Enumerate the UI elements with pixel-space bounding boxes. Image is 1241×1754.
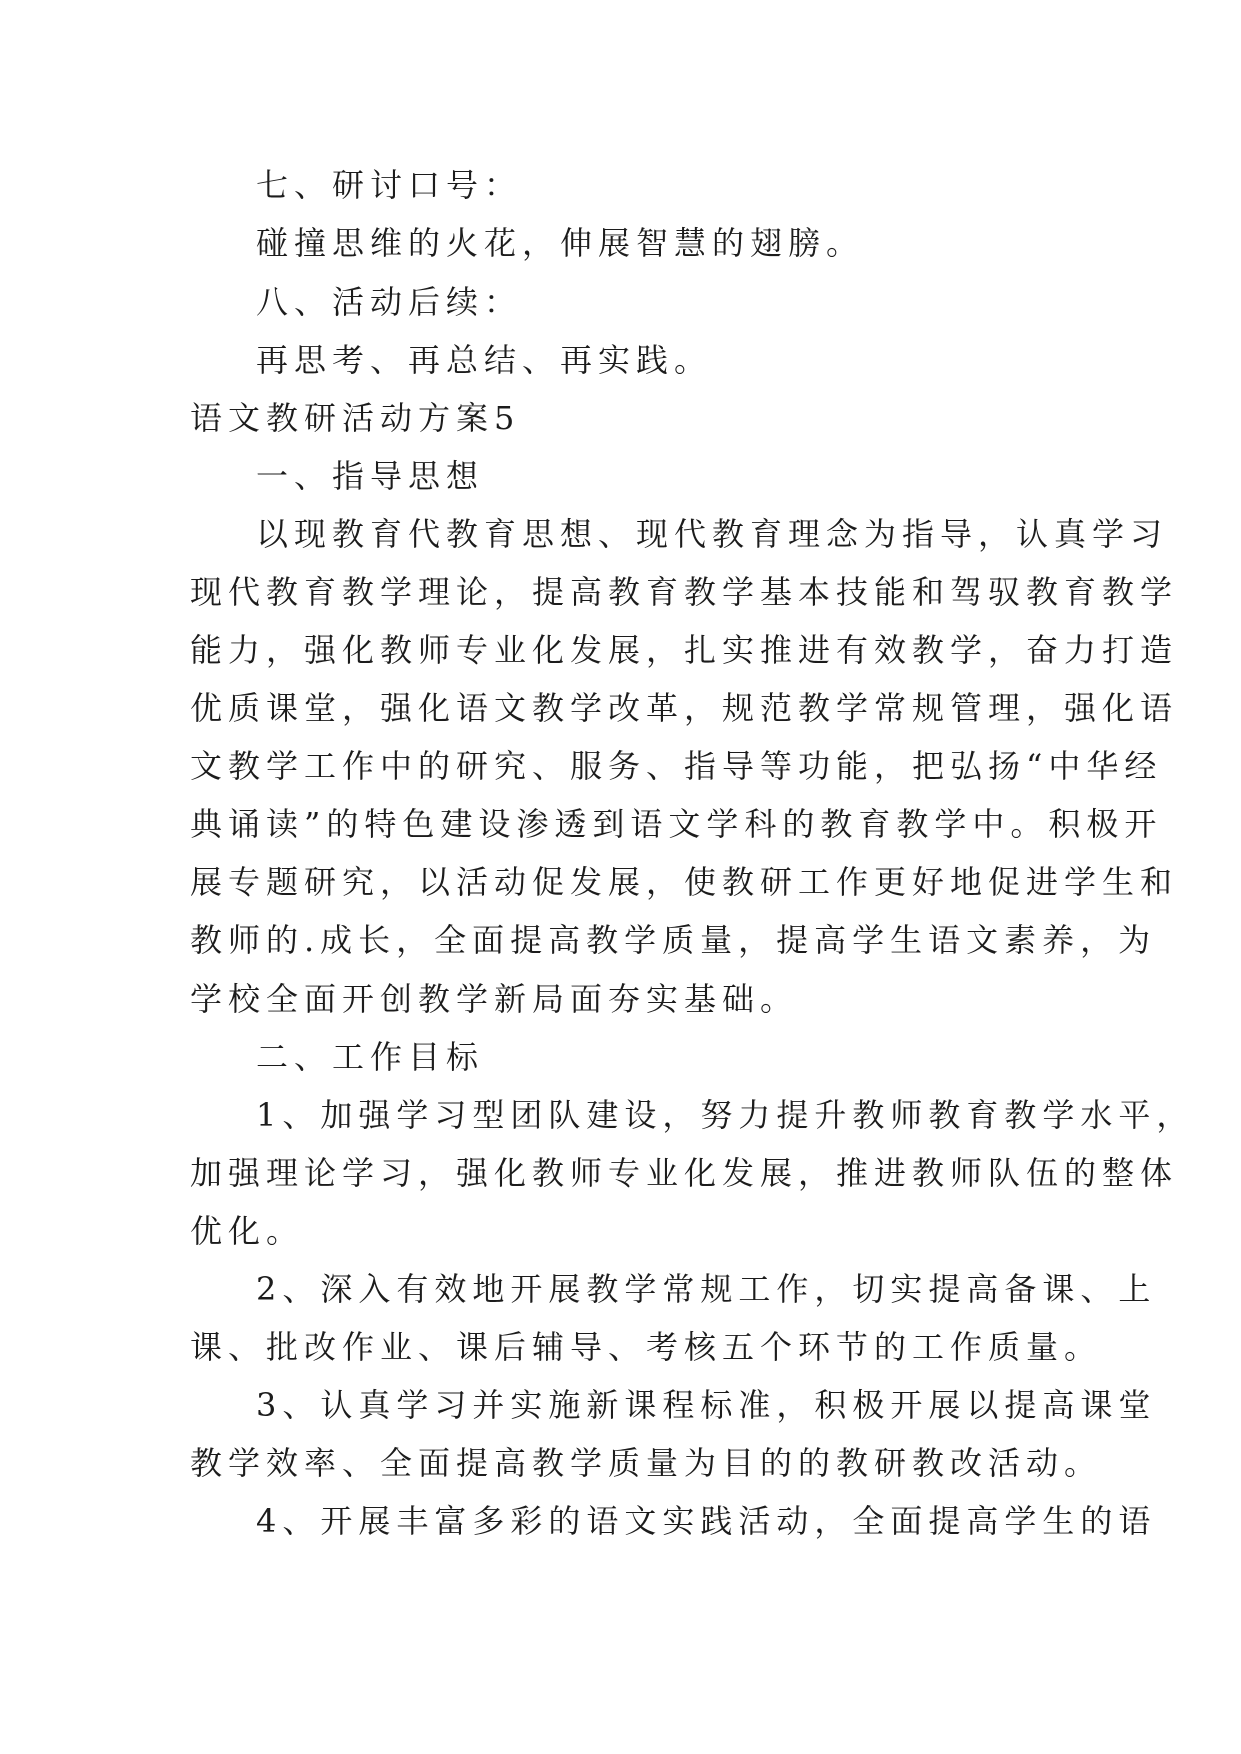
list-item-line: 4、开展丰富多彩的语文实践活动，全面提高学生的语 bbox=[256, 1502, 1157, 1540]
paragraph-line: 展专题研究，以活动促发展，使教研工作更好地促进学生和 bbox=[190, 863, 1179, 901]
list-item-line: 教学效率、全面提高教学质量为目的的教研教改活动。 bbox=[190, 1444, 1103, 1482]
paragraph-line: 教师的.成长，全面提高教学质量，提高学生语文素养，为 bbox=[190, 921, 1157, 959]
section-heading-slogan: 七、研讨口号： bbox=[256, 166, 523, 204]
list-item-line: 2、深入有效地开展教学常规工作，切实提高备课、上 bbox=[256, 1270, 1157, 1308]
paragraph-line: 再思考、再总结、再实践。 bbox=[256, 341, 713, 379]
paragraph-line: 能力，强化教师专业化发展，扎实推进有效教学，奋力打造 bbox=[190, 631, 1179, 669]
paragraph-line: 典诵读”的特色建设渗透到语文学科的教育教学中。积极开 bbox=[190, 805, 1163, 843]
list-item-line: 优化。 bbox=[190, 1212, 305, 1250]
paragraph-line: 学校全面开创教学新局面夯实基础。 bbox=[190, 980, 799, 1018]
paragraph-line: 现代教育教学理论，提高教育教学基本技能和驾驭教育教学 bbox=[190, 573, 1179, 611]
list-item-line: 1、加强学习型团队建设，努力提升教师教育教学水平， bbox=[256, 1096, 1195, 1134]
paragraph-line: 以现教育代教育思想、现代教育理念为指导，认真学习 bbox=[256, 515, 1169, 553]
section-heading-guiding-idea: 一、指导思想 bbox=[256, 457, 485, 495]
document-title: 语文教研活动方案5 bbox=[190, 399, 521, 437]
paragraph-line: 优质课堂，强化语文教学改革，规范教学常规管理，强化语 bbox=[190, 689, 1179, 727]
section-heading-goals: 二、工作目标 bbox=[256, 1038, 485, 1076]
section-heading-follow-up: 八、活动后续： bbox=[256, 283, 523, 321]
list-item-line: 课、批改作业、课后辅导、考核五个环节的工作质量。 bbox=[190, 1328, 1103, 1366]
paragraph-line: 碰撞思维的火花，伸展智慧的翅膀。 bbox=[256, 224, 865, 262]
list-item-line: 3、认真学习并实施新课程标准，积极开展以提高课堂 bbox=[256, 1386, 1157, 1424]
list-item-line: 加强理论学习，强化教师专业化发展，推进教师队伍的整体 bbox=[190, 1154, 1179, 1192]
paragraph-line: 文教学工作中的研究、服务、指导等功能，把弘扬“中华经 bbox=[190, 747, 1163, 785]
